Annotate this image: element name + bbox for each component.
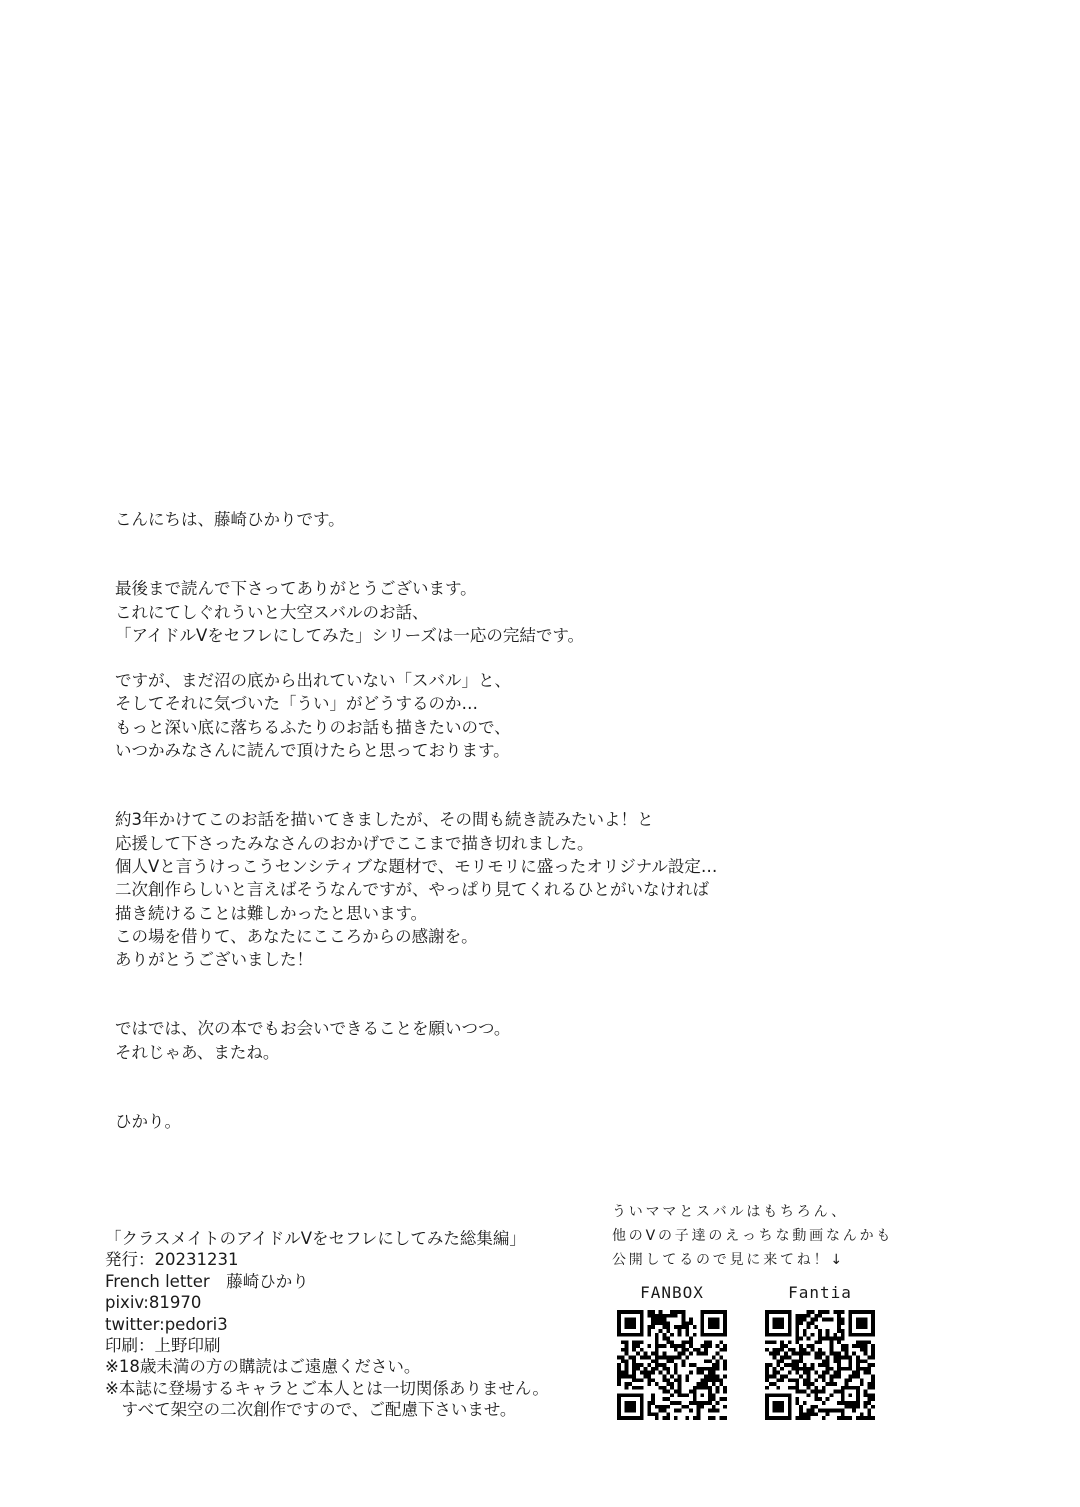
afterword-line: これにてしぐれういと大空スバルのお話、 — [115, 602, 429, 622]
fanbox-qr-block[interactable] — [612, 1283, 732, 1420]
afterword-line: いつかみなさんに読んで頂けたらと思っております。 — [115, 741, 510, 761]
afterword-line: そしてそれに気づいた「うい」がどうするのか… — [115, 694, 478, 714]
afterword — [115, 508, 955, 1133]
afterword-line: 応援して下さったみなさんのおかげでここまで描き切れました。 — [115, 833, 594, 853]
fantia-qr-block[interactable] — [760, 1283, 880, 1420]
colophon-line: 発行：20231231 — [105, 1250, 239, 1270]
afterword-line: 描き続けることは難しかったと思います。 — [115, 903, 428, 923]
afterword-line: この場を借りて、あなたにこころからの感謝を。 — [115, 926, 478, 946]
afterword-line: それじゃあ、またね。 — [115, 1042, 280, 1062]
colophon-line: pixiv:81970 — [105, 1293, 202, 1313]
colophon-line: ※本誌に登場するキャラとご本人とは一切関係ありません。 — [105, 1378, 549, 1398]
colophon-line: すべて架空の二次創作ですので、ご配慮下さいませ。 — [105, 1400, 517, 1420]
greeting: こんにちは、藤崎ひかりです。 — [115, 510, 345, 529]
afterword-line: 最後まで読んで下さってありがとうございます。 — [115, 579, 477, 599]
fantia-label: Fantia — [788, 1283, 852, 1302]
afterword-line: 個人Vと言うけっこうセンシティブな題材で、モリモリに盛ったオリジナル設定… — [115, 856, 718, 876]
colophon — [105, 1228, 549, 1421]
afterword-line: 二次創作らしいと言えばそうなんですが、やっぱり見てくれるひとがいなければ — [115, 880, 709, 900]
fantia-qr-code-icon[interactable] — [765, 1310, 875, 1420]
colophon-line: 印刷：上野印刷 — [105, 1336, 221, 1356]
fanbox-label: FANBOX — [640, 1283, 704, 1302]
promo-line: ういママとスバルはもちろん、 — [612, 1204, 849, 1220]
promo-line: 公開してるので見に来てね！↓ — [612, 1252, 845, 1268]
promo-line: 他のVの子達のえっちな動画なんかも — [612, 1228, 894, 1244]
colophon-line: French letter 藤崎ひかり — [105, 1271, 309, 1291]
colophon-line: ※18歳未満の方の購読はご遠慮ください。 — [105, 1357, 421, 1377]
fanbox-qr-code-icon[interactable] — [617, 1310, 727, 1420]
colophon-line: twitter:pedori3 — [105, 1314, 228, 1334]
afterword-line: 「アイドルVをセフレにしてみた」シリーズは一応の完結です。 — [115, 625, 584, 645]
afterword-line: もっと深い底に落ちるふたりのお話も描きたいので、 — [115, 717, 511, 737]
promo-note — [612, 1200, 942, 1272]
afterword-line: ありがとうございました！ — [115, 950, 313, 970]
afterword-line: 約3年かけてこのお話を描いてきましたが、その間も続き読みたいよ！と — [115, 810, 654, 830]
colophon-title: 「クラスメイトのアイドルVをセフレにしてみた総集編」 — [105, 1229, 526, 1248]
afterword-line: ではでは、次の本でもお会いできることを願いつつ。 — [115, 1019, 511, 1039]
signature: ひかり。 — [115, 1112, 181, 1132]
afterword-line: ですが、まだ沼の底から出れていない「スバル」と、 — [115, 671, 511, 691]
